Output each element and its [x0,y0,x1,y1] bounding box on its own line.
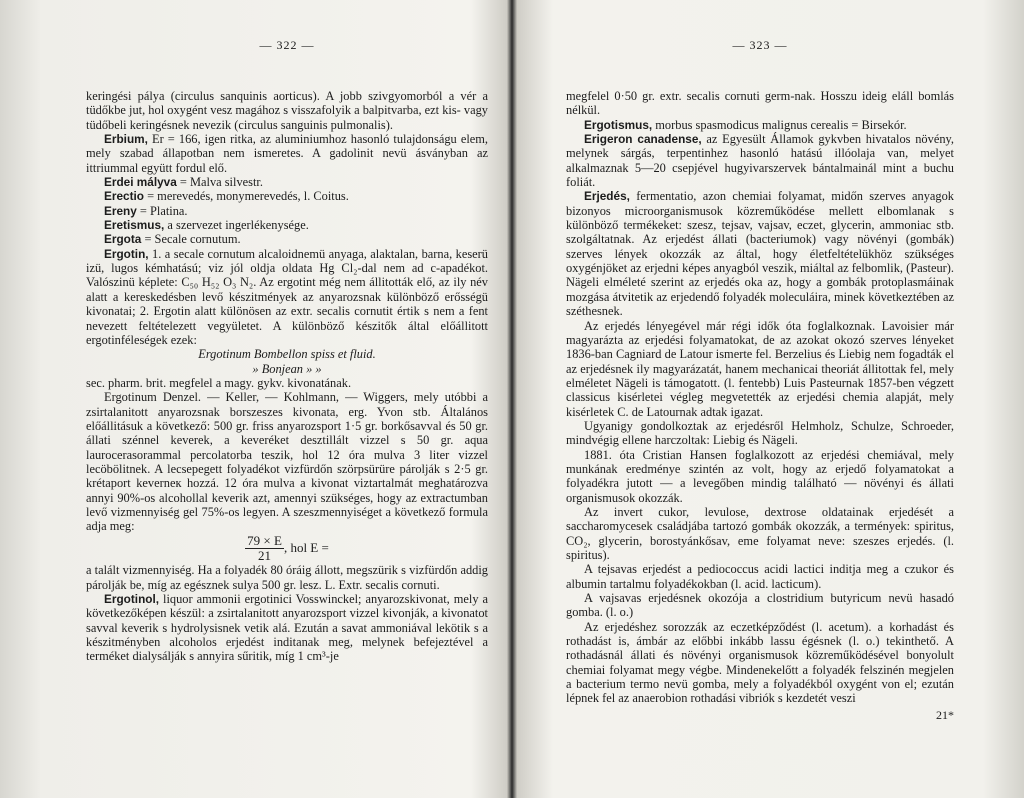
entry-text: morbus spasmodicus malignus cerealis = Birsekór. [652,117,907,132]
fraction [245,534,284,564]
dictionary-entry [86,189,488,203]
paragraph [86,347,488,361]
entry-text: Ergotinum Denzel. — Keller, — Kohlmann, — Wiggers, mely utóbbi a zsirtalanitott anyarozsnak borszeszes kivonata, erg. Yvon stb. Általános előállitásuk a következő: 500 gr. friss anyarozsport 1·5 gr. borkősavval és 50 gr. állati szénnel keverek, a keveréket desztillált vizzel s 50 gr. aqua laurocerasorammal percolatorba teszik, hol 12 óra mulva 3 liter vizzel lecöbölitnek. A lecsepegett folyadékot vizfürdőn szörpsürüre párolják s 2·5 gr. krétaport keverneк hozzá. 12 óra mulva a kivonat viztartalmát meghatározva annyi 90%-os alcohollal keverik azt, amennyi szükséges, hogy az extractumban levő vizmennyiség gel 75%-os legyen. A szeszmennyiséget a következő formula adja meg: [86,390,488,534]
fraction-denominator: 21 [258,548,272,563]
entry-text: Az erjedéshez sorozzák az eczetképződést (l. acetum). a korhadást és rothadást is, ámbár az előbbi inkább lassu égésnek (l. o.) tekinthető. A rothadásnál állati és növényi organismusok közreműködésével bonyolult chemiai folyamat megy végbe. Mindenekelőtt a folyadék felszinén megjelen a bacterium termo nevü gomba, mely a folyadékból oxygént von el; ezután lépnek fel az anaerobion rothadási vibriók s kezdetét veszi [566,619,954,706]
entry-text: liquor ammonii ergotinici Vosswinckel; anyarozskivonat, mely a következőképen készül: a zsirtalanitott anyarozsport vizzel kivonják, a kivonatot savval keverik s hydrolysisnek vetik alá. Ezután a savat ammoniával lekötik s a készitményben alcoholos erjedést inditanak meg, melynek befejeztével a terméket dialysálják s annyira sűritik, míg 1 cm³-je [86,592,488,664]
right-page-text [566,89,954,706]
paragraph [86,390,488,533]
left-page-text [86,89,488,664]
paragraph [566,448,954,505]
paragraph [86,563,488,592]
dictionary-entry [566,189,954,318]
paragraph [86,376,488,390]
entry-text: Ergotinum Bombellon spiss et fluid. [198,347,376,362]
dictionary-entry [86,592,488,664]
dictionary-entry [566,118,954,132]
dictionary-entry [86,218,488,232]
paragraph [86,362,488,376]
paragraph [566,505,954,562]
entry-headword: Erectio [104,189,144,204]
entry-text: a talált vizmennyiség. Ha a folyadék 80 óráig állott, megszürik s vizfürdőn addig párolják be, míg az egésznek sulya 500 gr. lesz. L. Extr. secalis cornuti. [86,563,488,592]
entry-headword: Ergotin, [104,246,149,261]
entry-text: = Malva silvestr. [176,175,263,190]
signature-mark: 21* [936,707,954,722]
entry-headword: Erbium, [104,132,148,147]
entry-text: Az invert cukor, levulose, dextrose oldatainak erjedését a saccharomycesek családjába tartozó gombák okozzák, a termények: spiritus, CO₂, glycerin, borostyánkősav, eme folyamat neve: szeszes erjedés. (l. spiritus). [566,504,954,562]
dictionary-entry [566,132,954,189]
paragraph [566,319,954,419]
entry-headword: Eretismus, [104,218,165,233]
dictionary-entry [86,132,488,175]
right-page [514,0,1024,798]
entry-text: Er = 166, igen ritka, az aluminiumhoz hasonló tulajdonságu elem, mely szabad állapotban nem ismeretes. A gadolinit nevü ásványban az ittriummal együtt fordul elő. [86,132,488,175]
entry-text: megfelel 0·50 gr. extr. secalis cornuti germ-nak. Hosszu ideig eláll bomlás nélkül. [566,89,954,118]
entry-text: Az erjedés lényegével már régi idők óta foglalkoznak. Lavoisier már magyarázta az erjedési folyamatokat, de az azokat okozó szerves lényeket 1836-ban Cagniard de Latour ismerte fel. Berzelius és Liebig nem fogadták el az erjedésnek ily magyarázatát, hanem mechanicai theoriát állitottak fel, mely elméletet Nägeli is támogatott. (l. fentebb) Luis Pasteurnak 1857-ben végzett classicus kisérletei végleg megvetették az erjedési chemia alapját, mely kisérletek C. de Latournak adtak igazat. [566,318,954,419]
entry-text: keringési pálya (circulus sanquinis aorticus). A jobb szivgyomorból a vér a tüdőkbe jut, hol oxygént vesz magához s visszafolyik a balpitvarba, ezt kis- vagy tüdőbeli keringésnek nevezik (circulus sanguinis pulmonalis). [86,89,488,132]
entry-text: 1. a secale cornutum alcaloidnemü anyaga, alaktalan, barna, keserü izü, lugos kémhatású; viz jól oldja oldata Hg Cl₂-dal nem ad c-apadékot. Valószinü képlete: C₅₀ H₅₂ O₃ N₂. Az ergotint még nem állitották elő, az ily név alatt a kereskedésben levő készitmények az anyarozsnak különböző erősségü kivonatai; 2. Ergotin alatt különösen az extr. secalis cornutit értik s nem a fent nevezett feltételezett vegyületet. A különböző készitők által előállitott ergotinféleségek ezek: [86,246,488,347]
paragraph [566,620,954,706]
page-number-right: — 323 — [732,38,788,52]
formula-tail: , hol E = [283,539,329,555]
entry-text: az Egyesült Államok gykvben hivatalos növény, melynek sárgás, terpentinhez hasonló hatású illóolaja van, melyet alkalmaznak 5—20 csepjével hugyivarszervek bántalmainál mint a buchu foliát. [566,132,954,190]
entry-text: a szervezet ingerlékenysége. [164,218,309,233]
fraction-numerator: 79 × E [247,532,282,548]
dictionary-entry [86,247,488,347]
paragraph [566,562,954,591]
paragraph [566,89,954,118]
entry-headword: Ergota [104,232,142,247]
paragraph [566,419,954,448]
dictionary-entry [86,175,488,189]
entry-text: Ugyanigy gondolkoztak az erjedésről Helmholz, Schulze, Schroeder, mindvégig ellene harczoltak: Liebig és Nägeli. [566,418,954,448]
entry-text: = merevedés, monymerevedés, l. Coitus. [144,189,349,204]
entry-text: = Secale cornutum. [141,232,241,247]
entry-headword: Erjedés, [584,189,630,204]
entry-text: A vajsavas erjedésnek okozója a clostridium butyricum nevü hasadó gomba. (l. o.) [566,591,954,620]
entry-text: » Bonjean » » [252,361,322,376]
entry-headword: Ergotinol, [104,592,160,607]
entry-text: sec. pharm. brit. megfelel a magy. gykv. kivonatának. [86,375,352,390]
formula [86,534,488,564]
left-page [0,0,510,798]
dictionary-entry [86,232,488,246]
paragraph [86,89,488,132]
entry-headword: Erigeron canadense, [584,132,702,147]
entry-text: fermentatio, azon chemiai folyamat, midőn szerves anyagok bizonyos microorganismusok közreműködése mellett elbomlanak s különböző termékeket: szesz, tejsav, vajsav, eczet, glycerin, ammoniac stb. szolgáltatnak. Az erjedést állati (bacteriumok) vagy növényi (gombák) szerves lények okozzák az által, hogy életfeltételükhöz szükséges oxygénjöket az erjedni képes anyagból veszik, miáltal az felbomlik, (Pasteur). Nägeli elméleté szerint az erjedés oka az, hogy a gombák protoplasmáinak mozgása átvitetik az erjedendő folyadék moleculáira, minek következtében az széthesnek. [566,189,954,319]
page-number-left: — 322 — [259,38,315,52]
dictionary-entry [86,204,488,218]
paragraph [566,591,954,620]
entry-headword: Ereny [104,203,137,218]
entry-text: A tejsavas erjedést a pediococcus acidi lactici inditja meg a czukor és albumin tartalmu folyadékokban (l. acid. lacticum). [566,562,954,591]
entry-text: 1881. óta Cristian Hansen foglalkozott az erjedési chemiával, mely munkának eredménye szintén az volt, hogy az erjedő folyamatokat a folyadékra jutott — a levegőben mindig található — növényi és állati organismusok okozzák. [566,447,954,505]
entry-headword: Erdei mályva [104,175,177,190]
entry-text: = Platina. [136,203,188,218]
entry-headword: Ergotismus, [584,117,653,132]
